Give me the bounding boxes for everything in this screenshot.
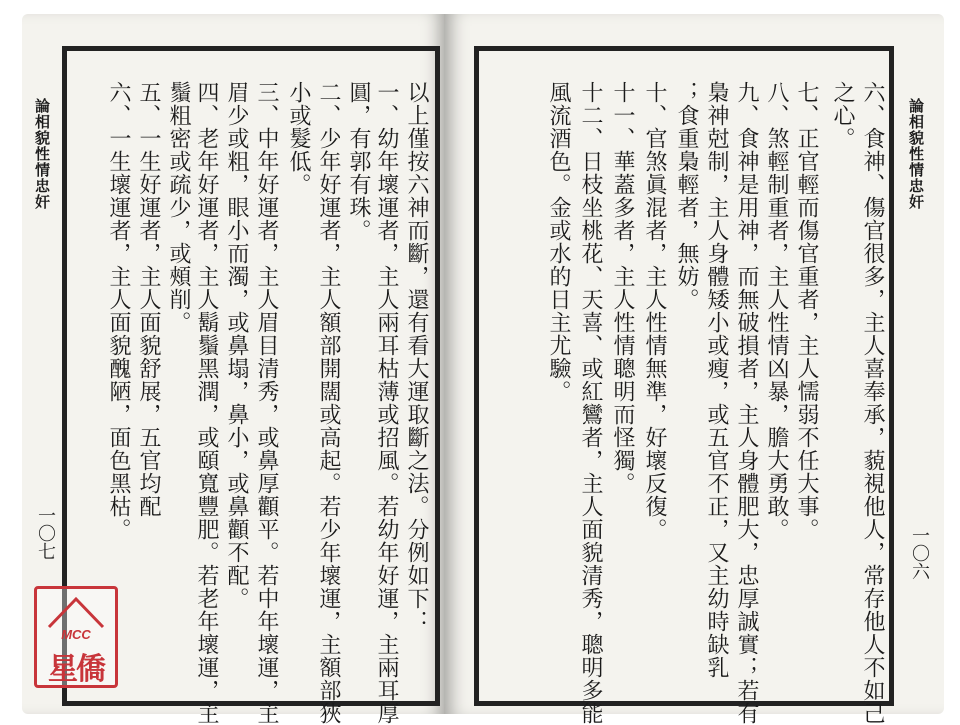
text-line: ；食重梟輕者，無妨。 xyxy=(674,81,699,311)
text-line: 六、食神、傷官很多，主人喜奉承，藐視他人，常存他人不如己 xyxy=(860,81,885,725)
text-line: 以上僅按六神而斷，還有看大運取斷之法。分例如下： xyxy=(404,81,429,633)
text-line: 之心。 xyxy=(830,81,855,150)
running-head: 論相貌性情忠奸 xyxy=(907,98,925,210)
text-line: 圓，有郭有珠。 xyxy=(346,81,371,242)
text-line: 風流酒色。金或水的日主尤驗。 xyxy=(546,81,571,403)
watermark-stamp xyxy=(34,586,118,688)
right-page xyxy=(444,14,944,725)
running-head: 論相貌性情忠奸 xyxy=(33,98,51,210)
text-line: 七、正官輕而傷官重者，主人懦弱不任大事。 xyxy=(794,81,819,541)
page-number: 一〇六 xyxy=(909,526,930,580)
text-line: 梟神尅制，主人身體矮小或瘦，或五官不正，又主幼時缺乳 xyxy=(704,81,729,679)
page-number: 一〇七 xyxy=(35,506,56,560)
text-line: 三、中年好運者，主人眉目清秀，或鼻厚顴平。若中年壞運，主 xyxy=(254,81,279,725)
right-page-frame xyxy=(474,46,894,725)
stamp-brand: MCC xyxy=(61,627,91,642)
text-line: 二、少年好運者，主人額部開闊或高起。若少年壞運，主額部狹 xyxy=(316,81,341,725)
stamp-roof-icon xyxy=(45,595,107,629)
text-line: 八、煞輕制重者，主人性情凶暴，膽大勇敢。 xyxy=(764,81,789,541)
text-line: 十一、華蓋多者，主人性情聰明而怪獨。 xyxy=(610,81,635,495)
text-line: 眉少或粗，眼小而濁，或鼻塌，鼻小，或鼻顴不配。 xyxy=(224,81,249,610)
text-line: 九、食神是用神，而無破損者，主人身體肥大，忠厚誠實；若有 xyxy=(734,81,759,725)
stamp-name: 星僑 xyxy=(48,652,104,687)
text-line: 五、一生好運者，主人面貌舒展，五官均配 xyxy=(136,81,161,518)
text-line: 小或髮低。 xyxy=(286,81,311,196)
text-line: 四、老年好運者，主人鬍鬚黑潤，或頤寬豐肥。若老年壞運，主 xyxy=(194,81,219,725)
left-page-frame xyxy=(62,46,440,725)
text-line: 一、幼年壞運者，主人兩耳枯薄或招風。若幼年好運，主兩耳厚 xyxy=(374,81,399,725)
text-line: 鬚粗密或疏少，或頰削。 xyxy=(166,81,191,334)
text-line: 十、官煞眞混者，主人性情無準，好壞反復。 xyxy=(642,81,667,541)
text-line: 十二、日枝坐桃花、天喜、或紅鸞者，主人面貌清秀，聰明多能 xyxy=(578,81,603,725)
text-line: 六、一生壞運者，主人面貌醜陋，面色黑枯。 xyxy=(106,81,131,541)
